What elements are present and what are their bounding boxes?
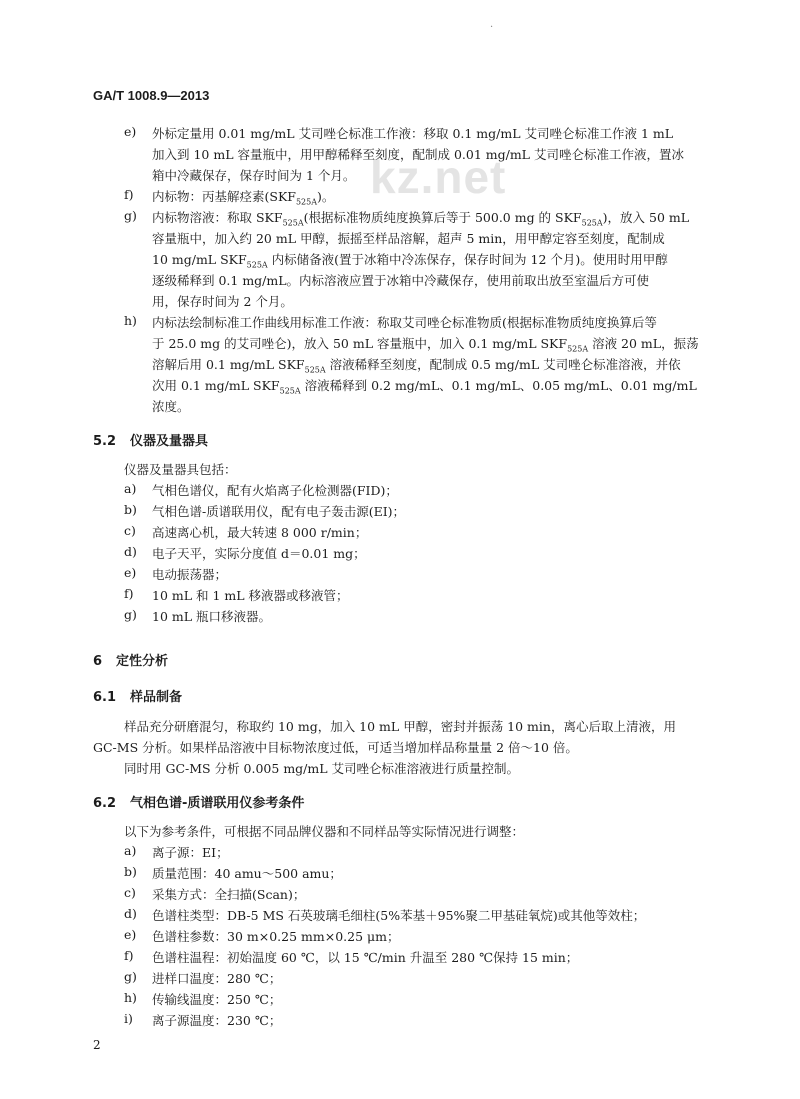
list-item: 质量范围：40 amu～500 amu； — [152, 866, 342, 881]
paragraph-line: 于 25.0 mg 的艾司唑仑)，放入 50 mL 容量瓶中，加入 0.1 mg/mL $SKF_{525A}$ 溶液 20 mL，振荡 — [152, 336, 699, 354]
list-marker: c) — [124, 523, 136, 538]
section-heading-6-2 — [93, 792, 304, 811]
list-marker: f) — [124, 187, 134, 202]
list-item: 离子源温度：230 ℃； — [152, 1013, 282, 1028]
list-marker: e) — [124, 565, 137, 580]
list-item: 采集方式：全扫描(Scan)； — [152, 887, 306, 902]
list-item: 10 mL 和 1 mL 移液器或移液管； — [152, 588, 349, 603]
section-number: 6.2 — [93, 796, 117, 811]
list-marker: e) — [124, 927, 137, 942]
list-item: 高速离心机，最大转速 8 000 r/min； — [152, 525, 368, 540]
list-item: 10 mL 瓶口移液器。 — [152, 609, 272, 624]
section-title: 样品制备 — [130, 690, 183, 705]
paragraph-line: 内标物：丙基解痉素$(SKF_{525A})$。 — [152, 189, 335, 207]
paragraph-line: 内标物溶液：称取 $SKF_{525A}$(根据标准物质纯度换算后等于 500.0 mg 的 $SKF_{525A}$)，放入 50 mL — [152, 210, 690, 228]
list-item: 色谱柱类型：DB-5 MS 石英玻璃毛细柱(5%苯基＋95%聚二甲基硅氧烷)或其他等效柱； — [152, 908, 646, 923]
paragraph-line: 外标定量用 0.01 mg/mL 艾司唑仑标准工作液：移取 0.1 mg/mL 艾司唑仑标准工作液 1 mL — [152, 126, 674, 141]
section-title: 气相色谱-质谱联用仪参考条件 — [130, 796, 305, 811]
list-marker: d) — [124, 906, 137, 921]
list-item: 色谱柱参数：30 m×0.25 mm×0.25 μm； — [152, 929, 400, 944]
list-marker: f) — [124, 948, 134, 963]
list-item: 色谱柱温程：初始温度 60 ℃，以 15 ℃/min 升温至 280 ℃保持 15 min； — [152, 950, 579, 965]
paragraph-line: 箱中冷藏保存，保存时间为 1 个月。 — [152, 168, 356, 183]
list-marker: b) — [124, 502, 137, 517]
section-number: 6 — [93, 654, 103, 669]
section-heading-6 — [93, 650, 168, 669]
paragraph-line: 仪器及量器具包括： — [124, 462, 237, 477]
list-marker: g) — [124, 969, 137, 984]
paragraph-line: 用，保存时间为 2 个月。 — [152, 294, 293, 309]
paragraph-line: 浓度。 — [152, 399, 190, 414]
section-number: 5.2 — [93, 434, 117, 449]
page-number: 2 — [93, 1038, 101, 1052]
list-marker: b) — [124, 864, 137, 879]
paragraph-line: 逐级稀释到 0.1 mg/mL。内标溶液应置于冰箱中冷藏保存，使用前取出放至室温后方可使 — [152, 273, 650, 288]
section-heading-5-2 — [93, 430, 208, 449]
paragraph-line: 溶解后用 0.1 mg/mL $SKF_{525A}$ 溶液稀释至刻度，配制成 0.5 mg/mL 艾司唑仑标准溶液，并依 — [152, 357, 681, 375]
list-marker: d) — [124, 544, 137, 559]
paragraph-line: 10 mg/mL $SKF_{525A}$ 内标储备液(置于冰箱中冷冻保存，保存时间为 12 个月)。使用时用甲醇 — [152, 252, 668, 270]
list-item: 进样口温度：280 ℃； — [152, 971, 282, 986]
list-item: 气相色谱仪，配有火焰离子化检测器(FID)； — [152, 483, 398, 498]
paragraph-line: 容量瓶中，加入约 20 mL 甲醇，振摇至样品溶解，超声 5 min，用甲醇定容至刻度，配制成 — [152, 231, 665, 246]
paragraph-line: 以下为参考条件，可根据不同品牌仪器和不同样品等实际情况进行调整： — [124, 824, 525, 839]
list-marker: c) — [124, 885, 136, 900]
list-marker: a) — [124, 843, 137, 858]
list-marker: f) — [124, 586, 134, 601]
list-item: 传输线温度：250 ℃； — [152, 992, 282, 1007]
list-item: 离子源：EI； — [152, 845, 229, 860]
scan-dot: · — [490, 22, 494, 33]
list-item: 气相色谱-质谱联用仪，配有电子轰击源(EI)； — [152, 504, 406, 519]
watermark: kz.net — [370, 151, 507, 203]
list-marker: h) — [124, 990, 137, 1005]
paragraph-line: 次用 0.1 mg/mL $SKF_{525A}$ 溶液稀释到 0.2 mg/mL、0.1 mg/mL、0.05 mg/mL、0.01 mg/mL — [152, 378, 697, 396]
list-marker: e) — [124, 124, 137, 139]
paragraph-line: GC-MS 分析。如果样品溶液中目标物浓度过低，可适当增加样品称量量 2 倍～10 倍。 — [93, 740, 578, 755]
section-number: 6.1 — [93, 690, 117, 705]
list-item: 电子天平，实际分度值 d＝0.01 mg； — [152, 546, 366, 561]
section-title: 仪器及量器具 — [130, 434, 209, 449]
list-marker: a) — [124, 481, 137, 496]
list-marker: g) — [124, 607, 137, 622]
list-marker: h) — [124, 313, 137, 328]
list-marker: i) — [124, 1011, 133, 1026]
list-item: 电动振荡器； — [152, 567, 228, 582]
paragraph-line: 内标法绘制标准工作曲线用标准工作液：称取艾司唑仑标准物质(根据标准物质纯度换算后等 — [152, 315, 657, 330]
paragraph-line: 同时用 GC-MS 分析 0.005 mg/mL 艾司唑仑标准溶液进行质量控制。 — [124, 761, 520, 776]
section-heading-6-1 — [93, 686, 182, 705]
paragraph-line: 加入到 10 mL 容量瓶中，用甲醇稀释至刻度，配制成 0.01 mg/mL 艾司唑仑标准工作液，置冰 — [152, 147, 684, 162]
section-title: 定性分析 — [116, 654, 169, 669]
standard-code: GA/T 1008.9—2013 — [93, 88, 210, 103]
list-marker: g) — [124, 208, 137, 223]
paragraph-line: 样品充分研磨混匀，称取约 10 mg，加入 10 mL 甲醇，密封并振荡 10 min，离心后取上清液，用 — [124, 719, 676, 734]
